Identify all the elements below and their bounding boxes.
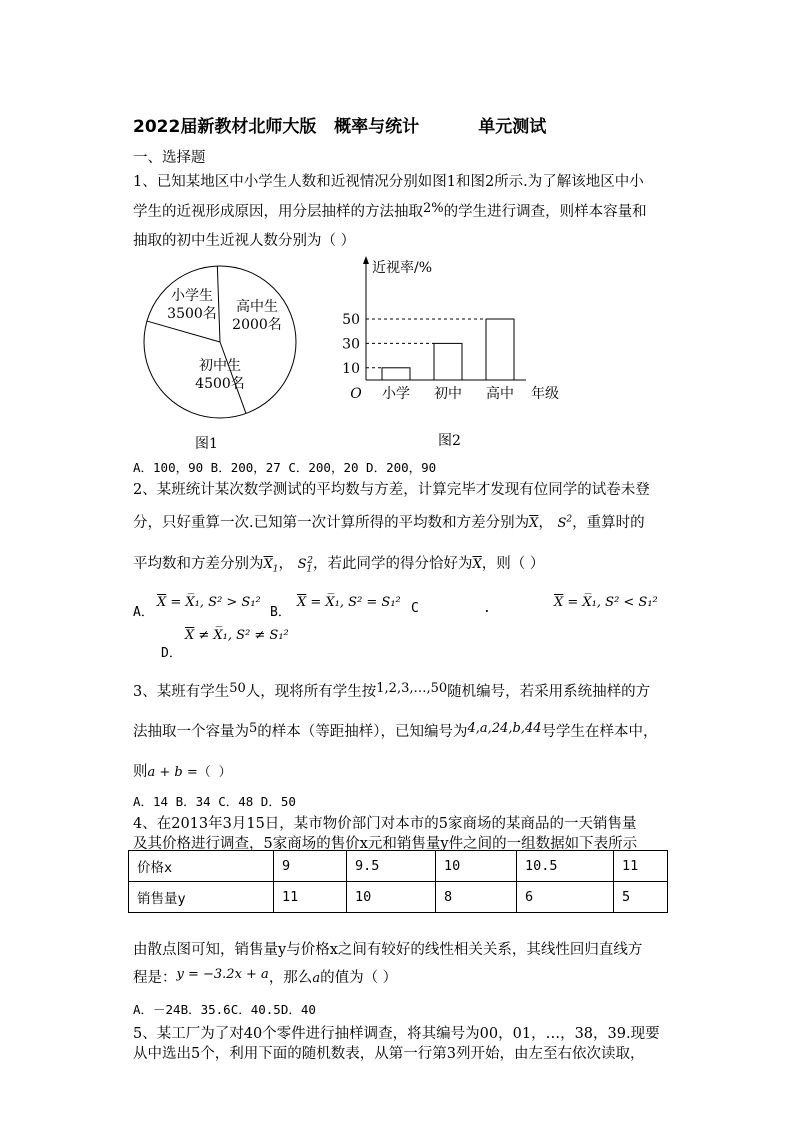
table-cell: 11 (274, 882, 347, 913)
pie-count-middle: 4500名 (195, 376, 245, 392)
table-cell: 价格x (129, 851, 274, 882)
q2-mean-x: $\overline{X}$ (529, 516, 539, 531)
q3-line3: 则a + b =（ ） (133, 764, 232, 780)
table-row (129, 882, 668, 913)
q2-option-a-label: A． (133, 605, 154, 620)
pie-label-middle: 初中生 (199, 358, 241, 374)
x-tick-label: 小学 (382, 386, 410, 402)
q1-line3: 抽取的初中生近视人数分别为（ ） (133, 233, 356, 249)
x-tick-label: 初中 (434, 386, 462, 402)
q1-line2b: 的学生进行调查，则样本容量和 (443, 204, 647, 220)
q2-option-b-math: = X̅₁, S² = S₁² (310, 595, 401, 610)
y-tick-label: 30 (342, 336, 360, 353)
pie-label-high: 高中生 (236, 299, 278, 315)
table-cell: 8 (436, 882, 517, 913)
pie-svg (140, 262, 300, 422)
figure-1-pie-chart (140, 262, 300, 426)
q3-line2: 法抽取一个容量为5的样本（等距抽样），已知编号为4,a,24,b,44号学生在样本中， (133, 721, 658, 740)
price-sales-table (128, 850, 668, 913)
table-cell: 10.5 (517, 851, 614, 882)
q3-seq: 1,2,3,…,50 (376, 681, 448, 696)
q2-options-row2 (133, 628, 433, 661)
bar-svg (340, 252, 570, 412)
q4-equation: y = −3.2x + a (176, 967, 269, 982)
q2-option-b-label: B． (270, 605, 291, 620)
q2-option-c-dot: . (483, 601, 491, 616)
bar-0 (382, 368, 410, 380)
figure-1-caption: 图1 (195, 436, 218, 452)
q2-line2 (133, 511, 645, 532)
q3-line1: 3、某班有学生50人，现将所有学生按1,2,3,…,50随机编号，若采用系统抽样的方 (133, 681, 651, 700)
figure-2-bar-chart (340, 252, 570, 416)
origin-label: O (350, 386, 362, 402)
table-cell: 10 (436, 851, 517, 882)
q2-variance-s1: $S_1^2$ (297, 555, 313, 575)
q3-nums: 4,a,24,b,44 (467, 721, 542, 736)
q2-line2a: 分，只好重算一次.已知第一次计算所得的平均数和方差分别为 (133, 515, 530, 531)
q2-option-c-label: C (411, 601, 419, 616)
bar-1 (434, 343, 462, 380)
y-axis-label: 近视率/% (372, 260, 433, 276)
q2-line1: 2、某班统计某次数学测试的平均数与方差，计算完毕才发现有位同学的试卷未登 (133, 482, 650, 498)
y-tick-label: 10 (342, 360, 360, 377)
q4-line2: 及其价格进行调查，5家商场的售价x元和销售量y件之间的一组数据如下表所示 (133, 836, 638, 852)
y-tick-label: 50 (342, 312, 360, 328)
q1-line2 (133, 200, 647, 221)
table-cell: 5 (614, 882, 668, 913)
q4-a: a (312, 971, 321, 986)
table-cell: 销售量y (129, 882, 274, 913)
q4-line3: 由散点图可知，销售量y与价格x之间有较好的线性相关关系，其线性回归直线方 (133, 942, 643, 958)
q2-option-c-x: $\overline{X}$ (554, 595, 564, 610)
q4-options: A．－24B．35.6C．40.5D．40 (133, 1002, 316, 1017)
table-cell: 11 (614, 851, 668, 882)
q2-line3 (133, 552, 544, 575)
q2-option-c-math: = X̅₁, S² < S₁² (567, 595, 658, 610)
q3-n: 50 (229, 681, 246, 696)
q1-percent: 2% (423, 201, 444, 216)
q2-mean-x-2: $\overline{X}$ (472, 557, 482, 572)
pie-count-primary: 3500名 (167, 306, 217, 322)
q2-option-a-math: = X̅₁, S² > S₁² (170, 595, 261, 610)
q4-line1: 4、在2013年3月15日，某市物价部门对本市的5家商场的某商品的一天销售量 (133, 816, 637, 832)
q3-options: A．14 B．34 C．48 D．50 (133, 794, 296, 809)
q2-mean-x1: $\overline{X}_1$ (263, 557, 279, 575)
page-title: 2022届新教材北师大版 概率与统计 单元测试 (133, 117, 547, 137)
q2-line2c: ，重算时的 (572, 515, 645, 531)
q2-option-b-x: $\overline{X}$ (297, 595, 307, 610)
section-heading: 一、选择题 (133, 150, 206, 166)
q2-variance-s: $S^2$ (557, 514, 573, 531)
table-cell: 10 (347, 882, 436, 913)
q5-line1: 5、某工厂为了对40个零件进行抽样调查，将其编号为00，01，…，38，39.现要 (133, 1026, 660, 1042)
q4-line4: 程是：y = −3.2x + a，那么a的值为（ ） (133, 967, 398, 986)
table-cell: 6 (517, 882, 614, 913)
q3-expr: a + b = (147, 765, 198, 780)
q2-line3d: ，则（ ） (481, 556, 545, 572)
q2-line3a: 平均数和方差分别为 (133, 556, 264, 572)
q1-line1: 1、已知某地区中小学生人数和近视情况分别如图1和图2所示.为了解该地区中小 (133, 174, 644, 190)
x-axis-label: 年级 (531, 386, 559, 402)
q2-options-row1 (133, 595, 673, 619)
x-tick-label: 高中 (486, 386, 514, 402)
q2-option-d-label: D． (161, 646, 182, 661)
bar-2 (486, 319, 514, 380)
q1-options: A．100，90 B．200，27 C．200，20 D．200，90 (133, 460, 437, 475)
q2-line2b: ， (538, 515, 553, 531)
q1-line2a: 学生的近视形成原因，用分层抽样的方法抽取 (133, 204, 423, 220)
y-axis-arrow (363, 256, 369, 264)
q2-option-d-x: $\overline{X}$ (185, 628, 195, 643)
table-cell: 9 (274, 851, 347, 882)
q2-line3b: ， (278, 556, 293, 572)
figure-2-caption: 图2 (438, 433, 461, 449)
table-row (129, 851, 668, 882)
pie-count-high: 2000名 (232, 317, 282, 333)
q5-line2: 从中选出5个，利用下面的随机数表，从第一行第3列开始，由左至右依次读取， (133, 1046, 645, 1062)
q2-line3c: ，若此同学的得分恰好为 (312, 556, 473, 572)
pie-label-primary: 小学生 (171, 288, 213, 304)
q2-option-d-math: ≠ X̅₁, S² ≠ S₁² (198, 628, 289, 643)
q2-option-a-x: $\overline{X}$ (157, 595, 167, 610)
q3-k: 5 (249, 721, 258, 736)
table-cell: 9.5 (347, 851, 436, 882)
